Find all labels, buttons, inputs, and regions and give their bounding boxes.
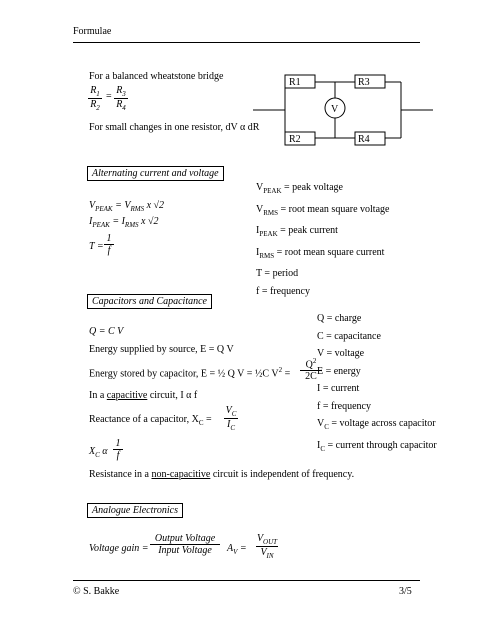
ac-heading: Alternating current and voltage: [87, 166, 224, 181]
analogue-heading: Analogue Electronics: [87, 503, 183, 518]
diagram-r2-label: R2: [289, 134, 301, 145]
cap-def-vc: $V_C$ = voltage across capacitor: [317, 418, 436, 431]
ac-period-fraction: 1 f: [104, 233, 114, 256]
wheatstone-diagram: [253, 70, 433, 150]
cap-def-voltage: V = voltage: [317, 348, 365, 359]
footer-author: © S. Bakke: [73, 586, 120, 597]
diagram-r4-label: R4: [358, 134, 370, 145]
cap-def-energy: E = energy: [317, 365, 361, 377]
diagram-voltmeter-label: V: [331, 104, 339, 115]
ac-def-vpeak: $V_{PEAK}$ = peak voltage: [256, 182, 343, 195]
ac-def-irms: $I_{RMS}$ = root mean square current: [256, 246, 385, 260]
ac-def-frequency: f = frequency: [256, 285, 310, 297]
analogue-av-fraction: $V_{OUT}$ $V_{IN}$: [256, 533, 278, 560]
cap-def-current: I = current: [317, 383, 360, 394]
ac-def-period: T = period: [256, 268, 299, 279]
cap-capacitive-circuit: In a capacitive circuit, I α f: [89, 390, 198, 401]
footer-page-number: 3/5: [399, 586, 412, 597]
ac-formula-vpeak: $V_{PEAK} = V_{RMS}$ x √2: [89, 200, 165, 213]
cap-xc-alpha: $X_C$ α: [89, 446, 108, 459]
cap-energy-source: Energy supplied by source, E = Q V: [89, 344, 234, 355]
diagram-r3-label: R3: [358, 77, 370, 88]
ac-def-vrms: $V_{RMS}$ = root mean square voltage: [256, 203, 390, 217]
cap-q-equation: Q = C V: [89, 326, 124, 337]
wheatstone-frac-left: $R_1$ $R_2$: [88, 85, 102, 112]
ac-definitions: [256, 179, 389, 300]
cap-definitions: [317, 310, 437, 458]
footer-rule: [73, 580, 420, 581]
analogue-gain-fraction: Output Voltage Input Voltage: [150, 533, 220, 556]
diagram-r1-label: R1: [289, 77, 301, 88]
cap-xc-fraction: 1 f: [113, 438, 123, 461]
wheatstone-frac-right: $R_3$ $R_4$: [114, 85, 128, 112]
cap-def-charge: Q = charge: [317, 313, 362, 324]
cap-heading: Capacitors and Capacitance: [87, 294, 212, 309]
cap-energy-stored: Energy stored by capacitor, E = ½ Q V = ½C $V^2$ =: [89, 366, 291, 380]
cap-def-frequency: f = frequency: [317, 400, 371, 412]
wheatstone-intro: For a balanced wheatstone bridge: [89, 71, 224, 82]
ac-def-ipeak: $I_{PEAK}$ = peak current: [256, 225, 338, 238]
ac-formula-period: T =: [89, 241, 104, 252]
wheatstone-equals: =: [106, 91, 112, 102]
cap-reactance-fraction: $V_C$ $I_C$: [225, 405, 237, 432]
cap-energy-fraction: $Q^2$ 2C: [300, 357, 322, 382]
ac-formula-ipeak: $I_{PEAK} = I_{RMS}$ x √2: [89, 216, 159, 229]
header-title: Formulae: [73, 26, 112, 37]
header-rule: [73, 42, 420, 43]
cap-def-capacitance: C = capacitance: [317, 330, 381, 342]
wheatstone-small-change: For small changes in one resistor, dV α dR: [89, 122, 260, 133]
cap-reactance: Reactance of a capacitor, $X_C$ =: [89, 414, 212, 427]
cap-def-ic: $I_C$ = current through capacitor: [317, 439, 437, 453]
cap-resistance-note: Resistance in a non-capacitive circuit is independent of frequency.: [89, 469, 355, 480]
analogue-av-label: $A_V$ =: [227, 543, 247, 556]
analogue-gain-label: Voltage gain =: [89, 543, 149, 554]
